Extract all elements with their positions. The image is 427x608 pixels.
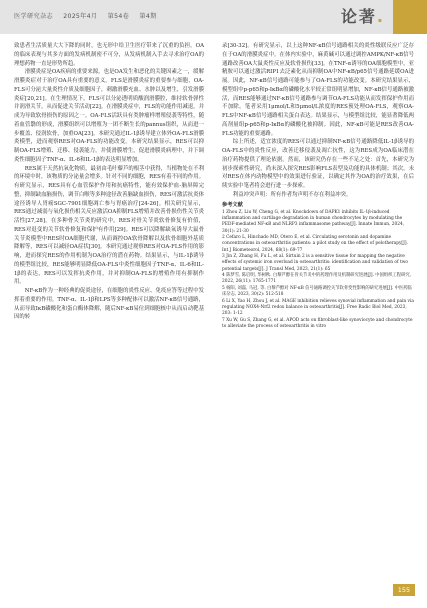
- paragraph: 致患者生活质量大大下降的同时，也无形中给卫生医疗带来了沉重的负担。OA的临床表现与其多方面的发病机制密不可分，从发病机制入手去寻求治疗OA的理想药物一直是形势所趋。: [14, 43, 204, 67]
- volume: 第54卷: [107, 13, 130, 20]
- issue: 第4期: [139, 13, 157, 20]
- references-title: 参考文献: [222, 201, 243, 208]
- section-badge-text: 论著: [340, 7, 377, 26]
- paragraph: 录[30-32]。有研究显示，以上这种NF-κB信号通路相关的炎性级联反应广泛存在于OA的滑膜炎症中。在体内实验中，麻黄碱可以通过调控AMPK/NF-κB信号通路改善OA大鼠炎性反应及软骨损伤[33]。在TNF-α诱导的OA细胞模型中，亚精胺可以通过激活RIP1去泛素化从而抑制OA中NF-κB/p65信号通路延缓OA进展。因此，NF-κB信号通路可能参与了OA-FLS的功能改变。本研究结果显示，模型组中p-p65和p-IκBα的磷酸化水平较正常组明显增加，NF-κB信号通路被激活，而RES能够通过NF-κB信号通路参与调节OA-FLS功能从而发挥保护作用而不加除。笔者采用1μmol/L和5μmol/L浓度的RES预处理OA-FLS，观察OA-FLS中NF-κB信号通路相关蛋白表达。结果显示，与模型组比较，能显著降低两高剂量组p-p65和p-IκBα的磷酸化被抑制。因此，NF-κB可能是RES改善OA-FLS功能的重要通路。: [222, 43, 414, 137]
- right-column: [222, 42, 414, 331]
- corner-decoration: [393, 0, 427, 34]
- conflict-statement: 利益冲突声明：所有作者均声明不存在利益冲突。: [232, 191, 352, 198]
- reference-item: 1 Zhou Z, Liu W, Cheng G, et al. Knockdown of DAPK1 inhibits IL-1β-induced inflammation and cartilage degradation in human chondrocytes by modulating the PEDF-mediated NF-κB and NLRP3 inflammasome pathway[J]. Innate Immun, 2024, 30(1): 21-30: [222, 210, 405, 234]
- section-badge: [341, 4, 385, 27]
- reference-list: [222, 210, 414, 330]
- page-number: 155: [393, 584, 415, 596]
- journal-name: 医学研究杂志: [14, 13, 53, 20]
- reference-item: 6 Li X, Yao H, Zhou J, et al. MAGE inhibition relieves synovial inflammation and pain via regulating NOX4-Nrf2 redox balance in osteoarthritis[J]. Free Radic Biol Med, 2023, 203: 1-12: [222, 298, 414, 317]
- left-column: [14, 42, 204, 322]
- paragraph: 综上所述，适宜浓度的RES可以通过抑制NF-κB信号通路降低IL-1β诱导的OA-FLS中的炎性反应，改善迁移侵袭及凋亡抗性，这为RES成为OA临床潜在治疗药物提供了理论依据。然而，该研究仍存在一些不足之处：首先，本研究为初步探索性研究，尚未深入探究RES影响FLS表型及功能的具体机制；其次，未对RES在体内动物模型中的效果进行验证，以确定其作为OA的治疗效果，在后续实验中笔者将会进行进一步探索。: [222, 139, 414, 189]
- paragraph: RES属于天然抗氧化物质，最初由毛叶藜芦的根茎中获得，当植物处在不利的环境中时，该物质的分泌量会增多。针对不同的细胞，RES有着不同的作用。有研究显示，RES具有心血管保护作用和抗癌特性，能有效保护血-脑屏障完整，抑制缺血脑损伤，调节白喉等多种途径改善脑缺血损伤，RES可激活抗炎体途径诱导人胃癌SGC-7901细胞凋亡参与胃癌治疗[24-26]。相关研究显示，RES通过减弱与氧化损伤相关反应激活OA抑制FLS增殖并改善骨损伤性关节炎活性[27,28]。在多种骨关节炎的研究中，RES对骨关节炎软骨修复有价值，RES对退变的关节软骨修复和保护有作用[29]。RES可以降解缺氧诱导大鼠骨关节炎模型中RES时OA细胞代谢，从而调控OA软骨降解以及软骨细胞外基质降解等，RES可以减轻OA症状[30]。本研究通过观察RES对OA-FLS作用的影响，进而探究RES的作用机制为OA治疗的潜在药物。结果显示，与IL-1β诱导的模型组比较，RES能够明显降低OA-FLS中炎性细胞因子TNF-α、IL-6和IL-1β的表达，RES可以发挥抗炎作用，并对抑制OA-FLS的增殖作用有抑制作用。: [14, 165, 204, 286]
- page-header: [0, 0, 427, 34]
- paragraph: NF-κB作为一种经典的促炎途径，在细胞的炎性反应、免疫应答等过程中发挥着重要的作用。TNF-α、IL-1β和LPS等多种配体可以激活NF-κB信号通路，从而导致IκB磷酸化和蛋白酶体降解，随后NF-κB易位到细胞核中从而启动靶基因的转: [14, 288, 204, 321]
- reference-item: 2 Cefaro L, Hinchado MD, Otero E, et al. Circulating serotonin and dopamine concentrations in osteoarthritis patients: a pilot study on the effect of pelotherapy[J]. Int J Biometeorol, 2024, 68(1): 69-77: [222, 235, 408, 253]
- reference-item: 7 Xu W, Gu S, Zhang G, et al. APOD acts on fibroblast-like synoviocyte and chondrocyte to alleviate the process of osteoarthritis in vitro: [222, 317, 413, 329]
- reference-item: 5 杨阳, 刘磊, 马冠, 等. 白藜芦醇对 NF-κB 信号通路调控关节软骨变性影响的研究进展[J]. 中医药临床杂志, 2023, 30(2): 512-518: [222, 286, 412, 298]
- reference-item: 3 Jin Z, Zhang H, Fu L, et al. Sirtuin 2 is a sensitive tissue for mapping the negative effects of systemic iron overload in osteoarthritis: identification and validation of two potential targets[J]. J Transl Med, 2023, 21(1): 65: [222, 254, 408, 272]
- issue-date: 2025年4月: [63, 13, 98, 20]
- journal-info: [14, 11, 165, 20]
- badge-dot-icon: .: [376, 7, 385, 26]
- reference-item: 4 陈梦雪, 陈启明, 华树秋. 白藜芦醇在骨关节炎中的药理作用及机制研究进展[J]. 中国组织工程研究, 2022, 26(11): 1765-1771: [222, 273, 412, 285]
- paragraph: 滑膜炎症是OA疾病的重要来源，也是OA发生和恶化的关键因素之一，缓解滑膜炎症对于治疗OA具有重要的意义。FLS是滑膜炎症的重要参与细胞，OA-FLS可分泌大量炎性介质及细胞因子，刺激滑膜充血、水肿以及增生，引发滑膜炎症[20,21]。在生理情况下，FLS可以分泌透明质酸润滑膜腔，维持软骨弹性并润滑关节，从而促进关节活动[22]。在滑膜炎症中，FLS的功能作用减退，并成为导致软骨损伤的原因之一。OA-FLS活跃具有类肿瘤样增殖侵袭等特性，随着血管翳的形成，滑膜组织可以增殖为一团不断生长的pannus组织，从而进一步覆盖、侵润软骨，加重OA[23]。本研究通过IL-1β诱导建立体外OA-FLS滑膜炎模型，进而观察RES对OA-FLS的功能改变。本研究结果显示，RES可以抑制OA-FLS增殖、迁移、侵袭能力，并使滑膜增生，促进滑膜炎病理中，并下调炎性细胞因子TNF-α、IL-6和IL-1β的表达明显增加。: [14, 69, 204, 163]
